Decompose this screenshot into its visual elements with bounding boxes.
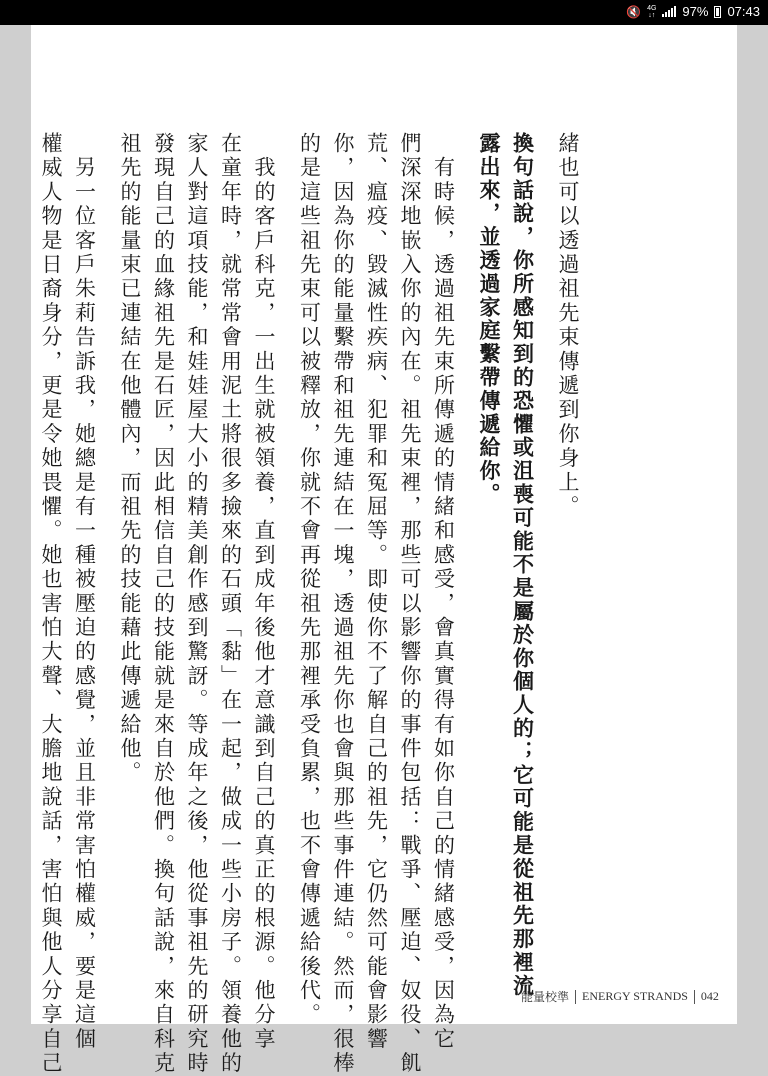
status-bar xyxy=(0,0,768,25)
text-column: 有時候，透過祖先束所傳遞的情緒和感受，會真實得有如你自己的情緒感受，因為它 xyxy=(431,132,456,1052)
text-column-bold: 換句話說，你所感知到的恐懼或沮喪可能不是屬於你個人的；它可能是從祖先那裡流 xyxy=(510,132,535,998)
text-column: 們深深地嵌入你的內在。祖先束裡，那些可以影響你的事件包括：戰爭、壓迫、奴役、飢 xyxy=(398,132,422,1076)
text-column: 你，因為你的能量繫帶和祖先連結在一塊，透過祖先你也會與那些事件連結。然而，很棒 xyxy=(331,132,355,1076)
text-column: 權威人物是日裔身分，更是令她畏懼。她也害怕大聲、大膽地說話，害怕與他人分享自己 xyxy=(39,132,63,1076)
text-column: 另一位客戶朱莉告訴我，她總是有一種被壓迫的感覺，並且非常害怕權威，要是這個 xyxy=(72,132,97,1052)
mute-icon: 🔇 xyxy=(626,4,642,19)
text-column: 發現自己的血緣祖先是石匠，因此相信自己的技能就是來自於他們。換句話說，來自科克 xyxy=(151,132,176,1076)
text-column: 祖先的能量束已連結在他體內，而祖先的技能藉此傳遞給他。 xyxy=(118,132,142,786)
page-number: 042 xyxy=(700,989,719,1003)
status-icons xyxy=(626,4,760,19)
text-column: 我的客戶科克，一出生就被領養，直到成年後他才意識到自己的真正的根源。他分享 xyxy=(252,132,276,1052)
text-column: 荒、瘟疫、毀滅性疾病、犯罪和冤屈等。即使你不了解自己的祖先，它仍然可能會影響 xyxy=(364,132,389,1052)
text-column: 在童年時，就常常會用泥土將很多撿來的石頭「黏」在一起，做成一些小房子。領養他的 xyxy=(218,132,243,1076)
battery-percent: 97% xyxy=(682,4,709,19)
book-page[interactable] xyxy=(31,25,737,1076)
book-title-cn: 能量校準 xyxy=(521,990,570,1004)
signal-icon xyxy=(662,6,676,17)
footer-divider xyxy=(694,990,695,1004)
page-footer xyxy=(521,988,719,1005)
text-column-bold: 露出來，並透過家庭繫帶傳遞給你。 xyxy=(477,132,501,507)
book-title-en: ENERGY STRANDS xyxy=(582,989,688,1003)
text-column: 緒也可以透過祖先束傳遞到你身上。 xyxy=(556,132,580,520)
text-column: 家人對這項技能，和娃娃屋大小的精美創作感到驚訝。等成年之後，他從事祖先的研究時 xyxy=(185,132,209,1076)
network-type-icon: 4G ↓↑ xyxy=(647,4,657,19)
battery-icon xyxy=(714,6,721,18)
network-label: 4G xyxy=(647,4,657,12)
clock: 07:43 xyxy=(727,4,760,19)
text-column: 的是這些祖先束可以被釋放，你就不會再從祖先那裡承受負累，也不會傳遞給後代。 xyxy=(297,132,322,1028)
footer-divider xyxy=(575,990,576,1004)
